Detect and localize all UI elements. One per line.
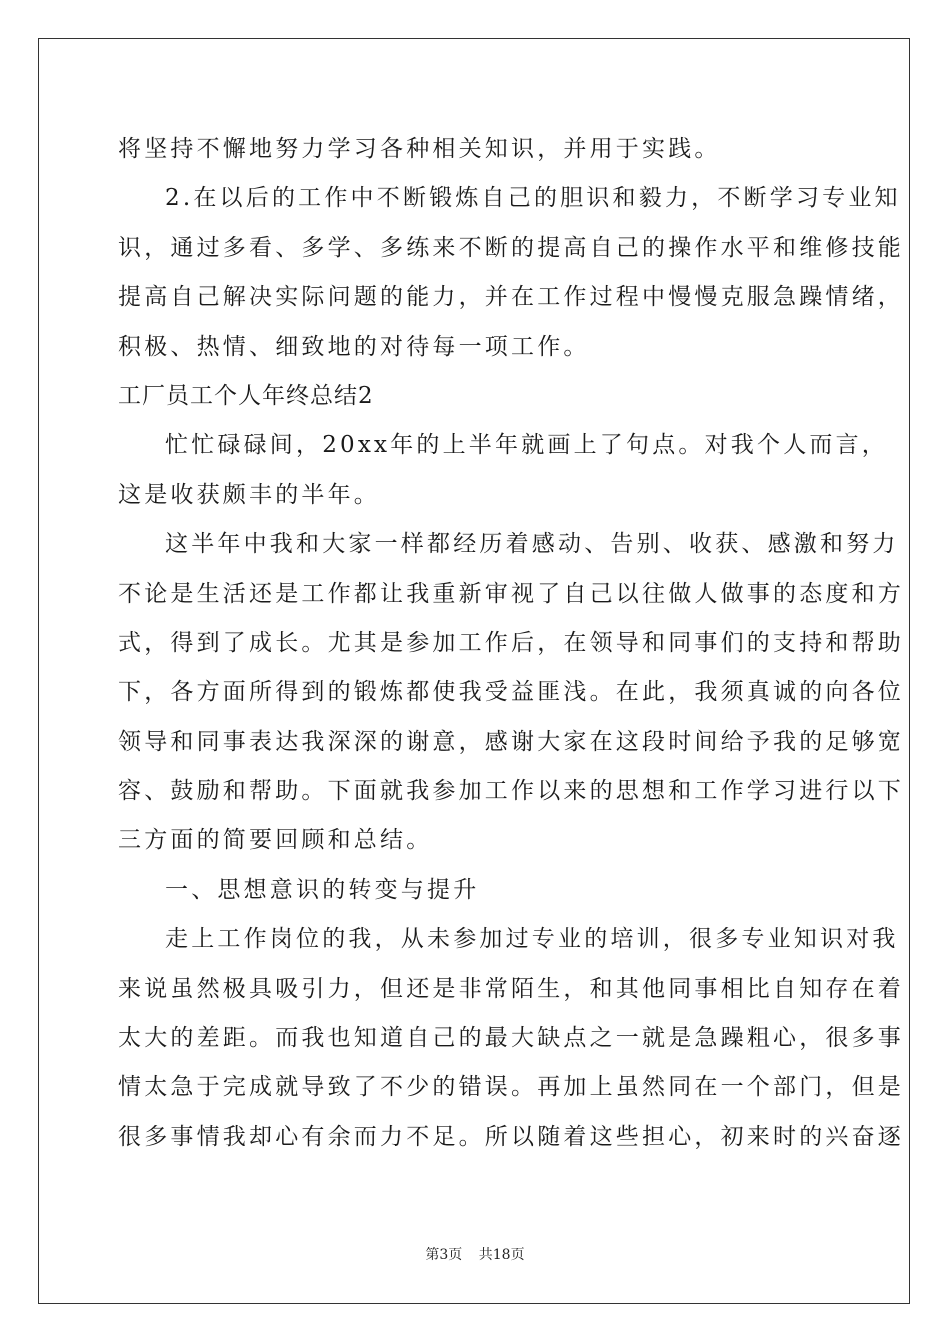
text-line: 来说虽然极具吸引力，但还是非常陌生，和其他同事相比自知存在着	[118, 975, 904, 1002]
section-heading: 工厂员工个人年终总结2	[118, 382, 374, 409]
text-line: 这是收获颇丰的半年。	[118, 481, 380, 508]
text-line: 下，各方面所得到的锻炼都使我受益匪浅。在此，我须真诚的向各位	[118, 679, 904, 706]
document-body	[118, 125, 904, 1162]
text-line: 三方面的简要回顾和总结。	[118, 827, 433, 854]
text-line: 不论是生活还是工作都让我重新审视了自己以往做人做事的态度和方	[118, 580, 904, 607]
text-line: 将坚持不懈地努力学习各种相关知识，并用于实践。	[118, 136, 721, 162]
page-total: 共18页	[478, 1247, 525, 1263]
text-line: 忙忙碌碌间，20xx年的上半年就画上了句点。对我个人而言，	[165, 432, 889, 459]
text-line: 领导和同事表达我深深的谢意，感谢大家在这段时间给予我的足够宽	[118, 728, 904, 755]
text-line: 太大的差距。而我也知道自己的最大缺点之一就是急躁粗心，很多事	[118, 1025, 904, 1052]
text-line: 容、鼓励和帮助。下面就我参加工作以来的思想和工作学习进行以下	[118, 778, 904, 805]
text-line: 识，通过多看、多学、多练来不断的提高自己的操作水平和维修技能	[118, 234, 904, 261]
text-line: 很多事情我却心有余而力不足。所以随着这些担心，初来时的兴奋逐	[118, 1123, 904, 1150]
text-line: 走上工作岗位的我，从未参加过专业的培训，很多专业知识对我	[165, 926, 899, 953]
text-line: 情太急于完成就导致了不少的错误。再加上虽然同在一个部门，但是	[118, 1074, 904, 1101]
subsection-heading: 一、思想意识的转变与提升	[165, 876, 480, 903]
text-line: 式，得到了成长。尤其是参加工作后，在领导和同事们的支持和帮助	[118, 629, 904, 656]
page-number: 第3页	[425, 1247, 463, 1263]
text-line: 提高自己解决实际问题的能力，并在工作过程中慢慢克服急躁情绪，	[118, 284, 904, 311]
page-footer	[0, 1244, 950, 1264]
text-line: 这半年中我和大家一样都经历着感动、告别、收获、感激和努力	[165, 531, 899, 558]
text-line: 2.在以后的工作中不断锻炼自己的胆识和毅力，不断学习专业知	[165, 185, 901, 212]
text-line: 积极、热情、细致地的对待每一项工作。	[118, 333, 590, 360]
